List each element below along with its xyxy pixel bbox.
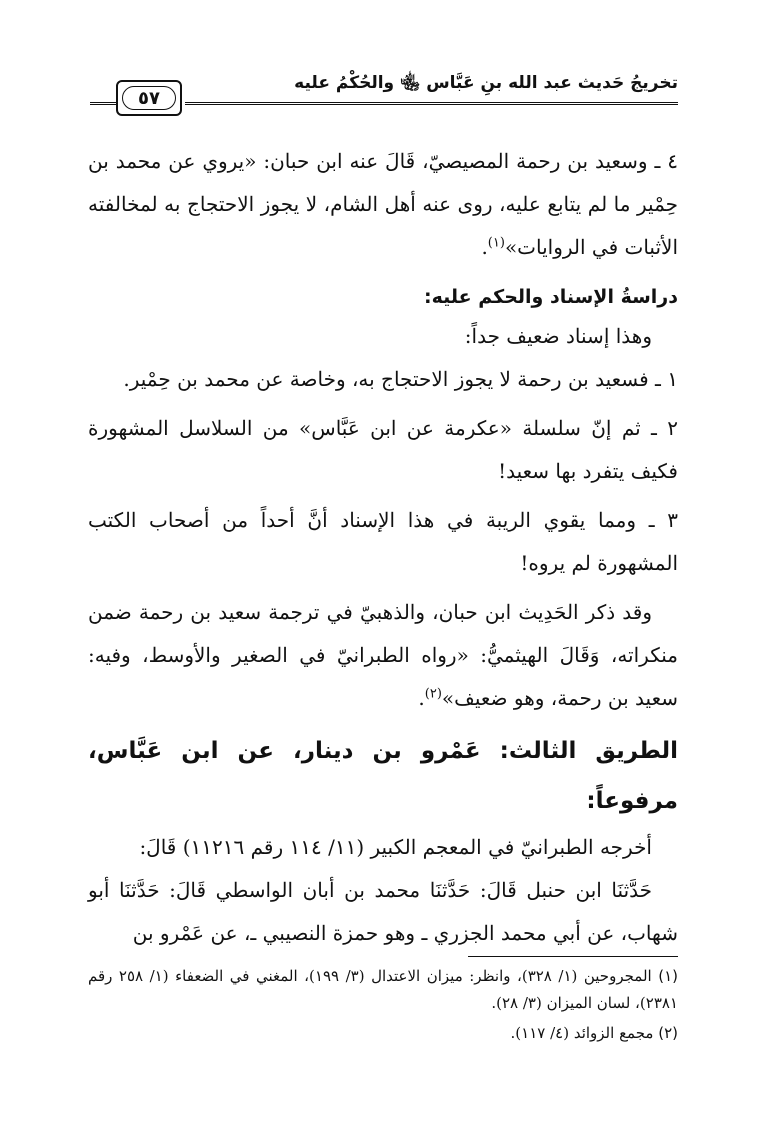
page-header (90, 70, 678, 116)
footnote-text: مجمع الزوائد (٤/ ١١٧). (510, 1024, 654, 1042)
paragraph-mentions (88, 591, 678, 720)
paragraph-narrator-4 (88, 140, 678, 269)
header-rule (185, 102, 678, 105)
page-number: ٥٧ (122, 86, 176, 110)
footnotes (88, 963, 678, 1050)
footnote-number: (١) (658, 967, 678, 985)
section-title: الطريق الثالث: عَمْرو بن دينار، عن ابن عَبَّاس، مرفوعاً: (88, 738, 678, 814)
paragraph-isnad: حَدَّثنَا ابن حنبل قَالَ: حَدَّثنَا محمد بن أبان الواسطي قَالَ: حَدَّثنَا أبو شهاب، عن أبي محمد الجزري ـ وهو حمزة النصيبي ـ، عن عَمْرو بن (88, 878, 678, 945)
list-item-3: ٣ ـ ومما يقوي الريبة في هذا الإسناد أنَّ أحداً من أصحاب الكتب المشهورة لم يروه! (88, 508, 678, 575)
paragraph-text: وقد ذكر الحَدِيث ابن حبان، والذهبيّ في ترجمة سعيد بن رحمة ضمن منكراته، وَقَالَ الهيثميُّ: «رواه الطبرانيّ في الصغير والأوسط، وفيه: سعيد بن رحمة، وهو ضعيف» (88, 600, 678, 710)
footnote-separator (468, 956, 678, 957)
footnote-2 (88, 1020, 678, 1047)
footnote-ref-1: (١) (487, 235, 505, 251)
page-number-frame (116, 80, 182, 116)
running-title: تخريجُ حَديث عبد الله بنِ عَبَّاس ﵄ والحُكْمُ عليه (294, 73, 678, 93)
paragraph-end: . (481, 235, 488, 259)
list-item-1: ١ ـ فسعيد بن رحمة لا يجوز الاحتجاج به، وخاصة عن محمد بن حِمْير. (123, 367, 678, 391)
footnote-number: (٢) (658, 1024, 678, 1042)
footnote-text: المجروحين (١/ ٣٢٨)، وانظر: ميزان الاعتدال (٣/ ١٩٩)، المغني في الضعفاء (١/ ٢٥٨ رقم ٢٣٨١)، لسان الميزان (٣/ ٢٨). (88, 967, 678, 1012)
paragraph-end: . (418, 686, 425, 710)
section-heading: دراسةُ الإسناد والحكم عليه: (424, 286, 678, 308)
footnote-1 (88, 963, 678, 1017)
paragraph-verdict: وهذا إسناد ضعيف جداً: (464, 324, 652, 348)
header-rule-left (90, 102, 116, 105)
paragraph-text: ٤ ـ وسعيد بن رحمة المصيصيّ، قَالَ عنه ابن حبان: «يروي عن محمد بن حِمْير ما لم يتابع عليه، روى عنه أهل الشام، لا يجوز الاحتجاج به لمخالفته الأثبات في الروايات» (88, 149, 679, 259)
footnote-ref-2: (٢) (424, 686, 442, 702)
main-text (88, 140, 678, 955)
list-item-2: ٢ ـ ثم إنّ سلسلة «عكرمة عن ابن عَبَّاس» من السلاسل المشهورة فكيف يتفرد بها سعيد! (88, 416, 678, 483)
paragraph-source: أخرجه الطبرانيّ في المعجم الكبير (١١/ ١١٤ رقم ١١٢١٦) قَالَ: (139, 835, 652, 859)
